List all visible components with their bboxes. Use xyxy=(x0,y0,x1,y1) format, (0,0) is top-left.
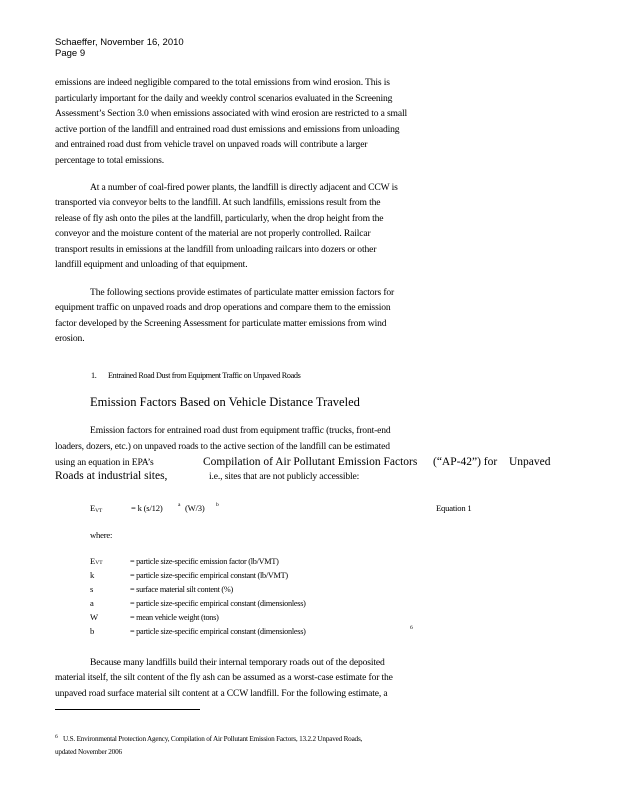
running-header-author-date: Schaeffer, November 16, 2010 xyxy=(55,37,184,48)
text-line-segment: (“AP-42”) for xyxy=(433,456,498,468)
text-line: transport results in emissions at the landfill from unloading railcars into dozers or other xyxy=(55,244,377,255)
text-line: conveyor and the moisture content of the material are not properly controlled. Railcar xyxy=(55,228,371,239)
definition-symbol: s xyxy=(90,584,94,594)
text-line: emissions are indeed negligible compared to the total emissions from wind erosion. This is xyxy=(55,77,390,88)
text-line: factor developed by the Screening Assessment for particulate matter emissions from wind xyxy=(55,318,387,329)
publication-title: Compilation of Air Pollutant Emission Factors xyxy=(203,456,418,468)
equation-rhs-weight: (W/3) xyxy=(185,503,205,513)
text-line: equipment traffic on unpaved roads and drop operations and compare them to the emission xyxy=(55,302,391,313)
definition-symbol: b xyxy=(90,626,95,636)
text-line: particularly important for the daily and weekly control scenarios evaluated in the Screening xyxy=(55,93,393,104)
section-title: Entrained Road Dust from Equipment Traffic on Unpaved Roads xyxy=(108,371,301,380)
text-line: active portion of the landfill and entrained road dust emissions and emissions from unloading xyxy=(55,124,400,135)
footnote-line: U.S. Environmental Protection Agency, Compilation of Air Pollutant Emission Factors, 13.2.2 Unpaved Roads, xyxy=(63,735,363,743)
equation-lhs xyxy=(90,503,102,514)
definition-text: = particle size-specific empirical constant (lb/VMT) xyxy=(130,571,288,580)
text-line: erosion. xyxy=(55,333,85,344)
definition-text: = surface material silt content (%) xyxy=(130,585,233,594)
definition-text: = particle size-specific empirical constant (dimensionless) xyxy=(130,599,306,608)
definition-text: = particle size-specific empirical constant (dimensionless) xyxy=(130,627,306,636)
definition-symbol: W xyxy=(90,612,99,622)
text-line-segment: using an equation in EPA’s xyxy=(55,457,154,468)
definition-symbol: a xyxy=(90,598,94,608)
text-line: percentage to total emissions. xyxy=(55,155,164,166)
equation-rhs: = k (s/12) xyxy=(131,503,163,513)
footnote-marker: 6 xyxy=(55,734,58,740)
text-line: At a number of coal-fired power plants, the landfill is directly adjacent and CCW is xyxy=(90,182,398,193)
text-line: Because many landfills build their internal temporary roads out of the deposited xyxy=(90,657,385,668)
text-line: unpaved road surface material silt content at a CCW landfill. For the following estimate, a xyxy=(55,688,388,699)
text-line: and entrained road dust from vehicle travel on unpaved roads will contribute a larger xyxy=(55,139,368,150)
equation-exponent-b: b xyxy=(216,502,219,508)
text-line-segment: i.e., sites that are not publicly accessible: xyxy=(209,471,360,482)
text-line: transported via conveyor belts to the landfill. At such landfills, emissions result from the xyxy=(55,197,381,208)
footnote-line: updated November 2006 xyxy=(55,748,122,756)
text-line-segment: Roads at industrial sites, xyxy=(55,470,168,482)
equation-label: Equation 1 xyxy=(436,503,472,513)
footnote-reference: 6 xyxy=(410,625,413,631)
equation-subscript: VT xyxy=(95,508,102,514)
text-line: The following sections provide estimates of particulate matter emission factors for xyxy=(90,287,395,298)
running-header-page-number: Page 9 xyxy=(55,48,86,59)
text-line: material itself, the silt content of the fly ash can be assumed as a worst-case estimate for the xyxy=(55,672,393,683)
text-line: Assessment’s Section 3.0 when emissions associated with wind erosion are restricted to a small xyxy=(55,108,407,119)
definition-text: = mean vehicle weight (tons) xyxy=(130,613,219,622)
definition-symbol: k xyxy=(90,570,95,580)
text-line: release of fly ash onto the piles at the landfill, particularly, when the drop height from the xyxy=(55,213,384,224)
text-line: Emission factors for entrained road dust from equipment traffic (trucks, front-end xyxy=(90,425,391,436)
definition-text: = particle size-specific emission factor (lb/VMT) xyxy=(130,557,279,566)
footnote-separator xyxy=(55,709,200,710)
equation-symbol: E xyxy=(90,503,96,513)
text-line-segment: Unpaved xyxy=(509,456,551,468)
text-line: loaders, dozers, etc.) on unpaved roads to the active section of the landfill can be estimated xyxy=(55,441,390,452)
where-label: where: xyxy=(90,530,113,540)
symbol-text: E xyxy=(90,556,96,566)
section-number: 1. xyxy=(91,371,97,380)
equation-exponent-a: a xyxy=(178,502,181,508)
subsection-title: Emission Factors Based on Vehicle Distance Traveled xyxy=(90,395,360,409)
symbol-subscript: VT xyxy=(95,560,103,566)
definition-symbol xyxy=(90,556,103,566)
text-line: landfill equipment and unloading of that equipment. xyxy=(55,259,248,270)
